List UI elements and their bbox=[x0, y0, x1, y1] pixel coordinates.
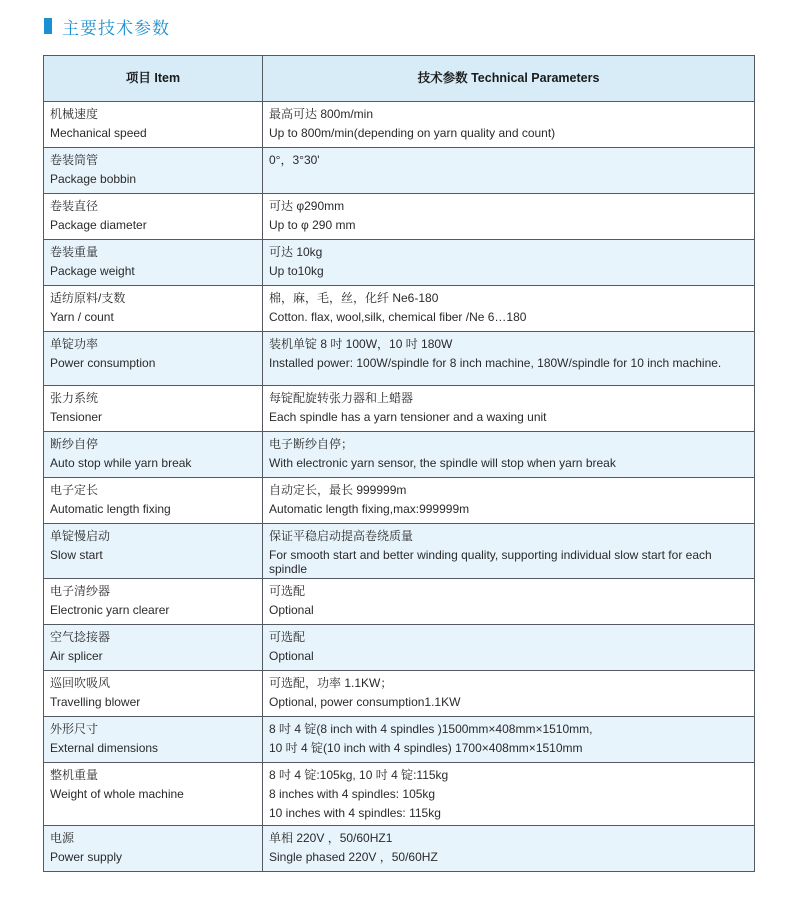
param-cell bbox=[263, 625, 755, 671]
item-name-cn: 机械速度 bbox=[50, 107, 99, 121]
item-name-en: Power supply bbox=[50, 850, 123, 864]
param-line: 10 吋 4 锭(10 inch with 4 spindles) 1700×408mm×1510mm bbox=[269, 741, 583, 755]
item-name-en: Travelling blower bbox=[50, 695, 141, 709]
header-params: 技术参数 Technical Parameters bbox=[263, 56, 755, 102]
item-name-en: Yarn / count bbox=[50, 310, 114, 324]
item-cell bbox=[44, 524, 263, 579]
table-row bbox=[44, 286, 755, 332]
item-cell bbox=[44, 332, 263, 386]
section-marker bbox=[44, 18, 52, 34]
param-line: Installed power: 100W/spindle for 8 inch machine, 180W/spindle for 10 inch machine. bbox=[269, 356, 722, 370]
item-name-en: Power consumption bbox=[50, 356, 156, 370]
item-name-en: Tensioner bbox=[50, 410, 103, 424]
param-line: Up to φ 290 mm bbox=[269, 218, 356, 232]
item-name-en: Package bobbin bbox=[50, 172, 137, 186]
param-cell bbox=[263, 579, 755, 625]
item-name-en: Package diameter bbox=[50, 218, 147, 232]
item-name-cn: 外形尺寸 bbox=[50, 722, 99, 736]
item-name-en: External dimensions bbox=[50, 741, 159, 755]
table-row bbox=[44, 671, 755, 717]
table-row bbox=[44, 826, 755, 872]
item-cell bbox=[44, 478, 263, 524]
item-name-cn: 适纺原料/支数 bbox=[50, 291, 126, 305]
param-line: 8 吋 4 锭:105kg, 10 吋 4 锭:115kg bbox=[269, 768, 449, 782]
param-cell bbox=[263, 671, 755, 717]
param-line: 可达 φ290mm bbox=[269, 199, 345, 213]
item-cell bbox=[44, 671, 263, 717]
item-cell bbox=[44, 717, 263, 763]
spec-table bbox=[43, 55, 755, 872]
header-item: 项目 Item bbox=[44, 56, 263, 102]
param-line: Automatic length fixing,max:999999m bbox=[269, 502, 470, 516]
param-line: Single phased 220V ，50/60HZ bbox=[269, 850, 438, 864]
table-row bbox=[44, 148, 755, 194]
param-line: 单相 220V ，50/60HZ1 bbox=[269, 831, 393, 845]
item-name-cn: 电子清纱器 bbox=[50, 584, 111, 598]
table-row bbox=[44, 579, 755, 625]
param-line: 保证平稳启动提高卷绕质量 bbox=[269, 529, 414, 543]
param-cell bbox=[263, 826, 755, 872]
item-name-cn: 巡回吹吸风 bbox=[50, 676, 111, 690]
param-line: Up to10kg bbox=[269, 264, 324, 278]
item-name-en: Electronic yarn clearer bbox=[50, 603, 170, 617]
item-cell bbox=[44, 826, 263, 872]
param-line: Up to 800m/min(depending on yarn quality and count) bbox=[269, 126, 556, 140]
param-line: 电子断纱自停； bbox=[269, 437, 354, 451]
item-cell bbox=[44, 625, 263, 671]
table-row bbox=[44, 478, 755, 524]
item-cell bbox=[44, 148, 263, 194]
param-line: 每锭配旋转张力器和上蜡器 bbox=[269, 391, 414, 405]
param-line: Cotton. flax, wool,silk, chemical fiber /Ne 6…180 bbox=[269, 310, 527, 324]
param-line: 可选配 bbox=[269, 630, 306, 644]
param-line: Optional, power consumption1.1KW bbox=[269, 695, 461, 709]
param-line: 8 吋 4 锭(8 inch with 4 spindles )1500mm×408mm×1510mm, bbox=[269, 722, 593, 736]
item-cell bbox=[44, 102, 263, 148]
param-line: 最高可达 800m/min bbox=[269, 107, 374, 121]
param-line: With electronic yarn sensor, the spindle will stop when yarn break bbox=[269, 456, 616, 470]
table-header-row bbox=[44, 56, 755, 102]
table-row bbox=[44, 102, 755, 148]
table-row bbox=[44, 432, 755, 478]
param-line: 8 inches with 4 spindles: 105kg bbox=[269, 787, 436, 801]
param-line: 可选配，功率 1.1KW； bbox=[269, 676, 393, 690]
item-cell bbox=[44, 763, 263, 826]
item-name-cn: 卷装直径 bbox=[50, 199, 99, 213]
param-cell bbox=[263, 194, 755, 240]
table-row bbox=[44, 386, 755, 432]
param-line: For smooth start and better winding quality, supporting individual slow start for each spindle bbox=[269, 548, 712, 576]
item-cell bbox=[44, 240, 263, 286]
param-line: 棉，麻，毛，丝，化纤 Ne6-180 bbox=[269, 291, 439, 305]
section-title: 主要技术参数 bbox=[62, 18, 170, 39]
table-row bbox=[44, 194, 755, 240]
table-row bbox=[44, 717, 755, 763]
table-row bbox=[44, 332, 755, 386]
param-cell bbox=[263, 286, 755, 332]
item-name-cn: 电子定长 bbox=[50, 483, 99, 497]
param-line: 自动定长，最长 999999m bbox=[269, 483, 407, 497]
item-name-en: Air splicer bbox=[50, 649, 103, 663]
item-name-en: Package weight bbox=[50, 264, 135, 278]
param-cell bbox=[263, 524, 755, 579]
item-name-cn: 单锭功率 bbox=[50, 337, 99, 351]
item-cell bbox=[44, 579, 263, 625]
param-cell bbox=[263, 102, 755, 148]
param-cell bbox=[263, 386, 755, 432]
table-row bbox=[44, 625, 755, 671]
param-cell bbox=[263, 763, 755, 826]
param-line: Each spindle has a yarn tensioner and a waxing unit bbox=[269, 410, 547, 424]
item-name-cn: 单锭慢启动 bbox=[50, 529, 111, 543]
param-cell bbox=[263, 148, 755, 194]
param-cell bbox=[263, 717, 755, 763]
param-cell bbox=[263, 432, 755, 478]
table-row bbox=[44, 524, 755, 579]
item-name-cn: 电源 bbox=[50, 831, 75, 845]
param-line: Optional bbox=[269, 649, 314, 663]
item-cell bbox=[44, 194, 263, 240]
section-header bbox=[44, 14, 170, 38]
param-line: 装机单锭 8 吋 100W，10 吋 180W bbox=[269, 337, 453, 351]
item-name-en: Weight of whole machine bbox=[50, 787, 184, 801]
item-name-en: Mechanical speed bbox=[50, 126, 147, 140]
param-cell bbox=[263, 478, 755, 524]
item-name-cn: 整机重量 bbox=[50, 768, 99, 782]
item-name-cn: 张力系统 bbox=[50, 391, 99, 405]
item-name-cn: 空气捻接器 bbox=[50, 630, 111, 644]
param-line: Optional bbox=[269, 603, 314, 617]
item-name-en: Auto stop while yarn break bbox=[50, 456, 192, 470]
param-cell bbox=[263, 240, 755, 286]
item-cell bbox=[44, 286, 263, 332]
item-name-cn: 断纱自停 bbox=[50, 437, 99, 451]
param-cell bbox=[263, 332, 755, 386]
item-name-en: Automatic length fixing bbox=[50, 502, 171, 516]
item-cell bbox=[44, 386, 263, 432]
param-line: 可选配 bbox=[269, 584, 306, 598]
item-name-en: Slow start bbox=[50, 548, 103, 562]
table-row bbox=[44, 240, 755, 286]
item-cell bbox=[44, 432, 263, 478]
param-line: 10 inches with 4 spindles: 115kg bbox=[269, 806, 441, 820]
item-name-cn: 卷装筒管 bbox=[50, 153, 99, 167]
spec-table-body bbox=[44, 102, 755, 872]
item-name-cn: 卷装重量 bbox=[50, 245, 99, 259]
table-row bbox=[44, 763, 755, 826]
param-line: 可达 10kg bbox=[269, 245, 323, 259]
param-line: 0°，3°30' bbox=[269, 153, 320, 167]
